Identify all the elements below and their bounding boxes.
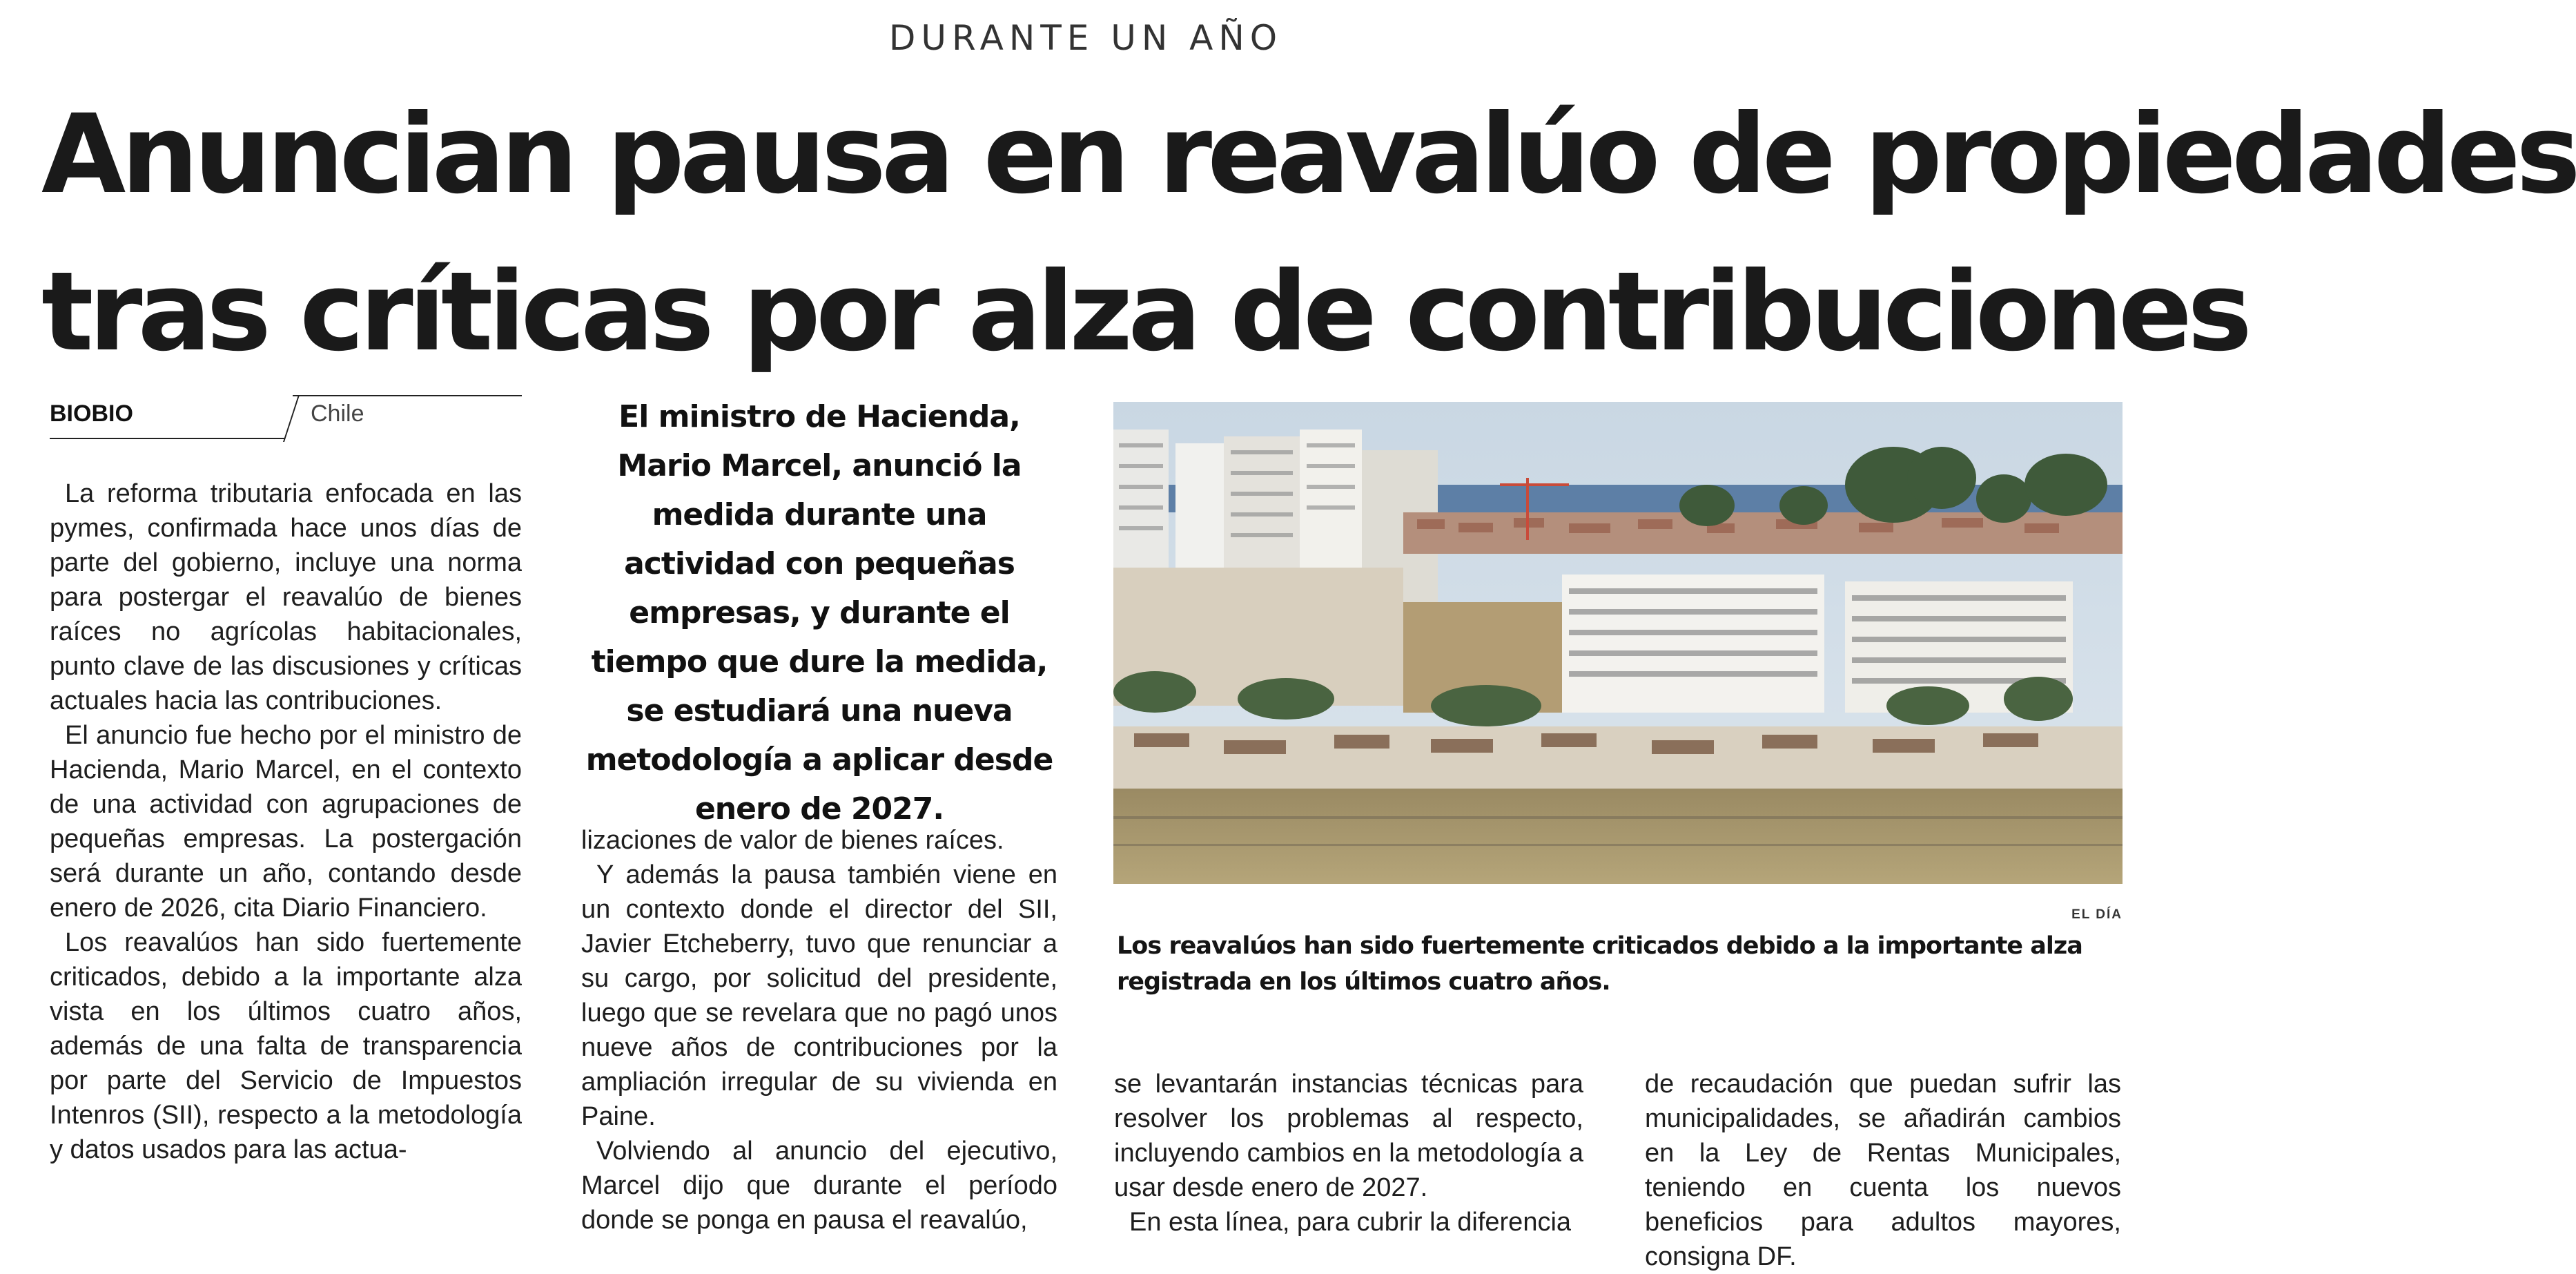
photo-caption: Los reavalúos han sido fuertemente criticados debido a la importante alza registrada en los últimos cuatro años.: [1117, 932, 2082, 996]
kicker: DURANTE UN AÑO: [888, 18, 1283, 58]
paragraph: de recaudación que puedan sufrir las municipalidades, se añadirán cambios en la Ley de Rentas Municipales, teniendo en cuenta los nuevos beneficios para adultos mayores, consigna DF.: [1645, 1070, 2121, 1271]
headline-line-1: Anuncian pausa en reavalúo de propiedades: [41, 91, 2576, 218]
body-column-3: [1114, 1067, 1583, 1239]
paragraph: se levantarán instancias técnicas para resolver los problemas al respecto, incluyendo cambios en la metodología a usar desde enero de 2027.: [1114, 1070, 1583, 1202]
paragraph: lizaciones de valor de bienes raíces.: [581, 826, 1004, 855]
byline-location: Chile: [311, 400, 364, 427]
headline: [41, 76, 2576, 391]
pull-quote: El ministro de Hacienda, Mario Marcel, anunció la medida durante una actividad con pequeñas empresas, y durante el tiempo que dure la medida, se estudiará una nueva metodología a aplicar desde enero de 2027.: [585, 399, 1053, 827]
byline: [50, 395, 522, 441]
paragraph: Y además la pausa también viene en un contexto donde el director del SII, Javier Etcheberry, tuvo que renunciar a su cargo, por solicitud del presidente, luego que se revelara que no pagó unos nueve años de contribuciones por la ampliación irregular de su vivienda en Paine.: [581, 860, 1057, 1131]
photo-credit: EL DÍA: [2071, 907, 2123, 922]
byline-rule: [50, 438, 284, 439]
byline-source: BIOBIO: [50, 400, 133, 427]
paragraph: La reforma tributaria enfocada en las pymes, confirmada hace unos días de parte del gobierno, incluye una norma para postergar el reavalúo de bienes raíces no agrícolas habitacionales, punto clave de las discusiones y críticas actuales hacia las contribuciones.: [50, 479, 522, 715]
paragraph: El anuncio fue hecho por el ministro de Hacienda, Mario Marcel, en el contexto de una actividad con agrupaciones de pequeñas empresas. La postergación será durante un año, contando desde enero de 2026, cita Diario Financiero.: [50, 721, 522, 923]
city-buildings-photo-illustration: [1113, 402, 2123, 884]
paragraph: En esta línea, para cubrir la diferencia: [1129, 1208, 1572, 1237]
paragraph: Los reavalúos han sido fuertemente criticados, debido a la importante alza vista en los últimos cuatro años, además de una falta de transparencia por parte del Servicio de Impuestos Intenros (SII), respecto a la metodología y datos usados para las actua-: [50, 928, 522, 1164]
byline-slash-divider: [283, 395, 300, 442]
body-column-4: [1645, 1067, 2121, 1274]
paragraph: Volviendo al anuncio del ejecutivo, Marcel dijo que durante el período donde se ponga en pausa el reavalúo,: [581, 1137, 1057, 1235]
headline-line-2: tras críticas por alza de contribuciones: [41, 249, 2247, 376]
body-column-1: [50, 476, 522, 1167]
news-photo: [1113, 402, 2123, 884]
byline-rule-top: [293, 395, 522, 396]
body-column-2: [581, 823, 1057, 1237]
